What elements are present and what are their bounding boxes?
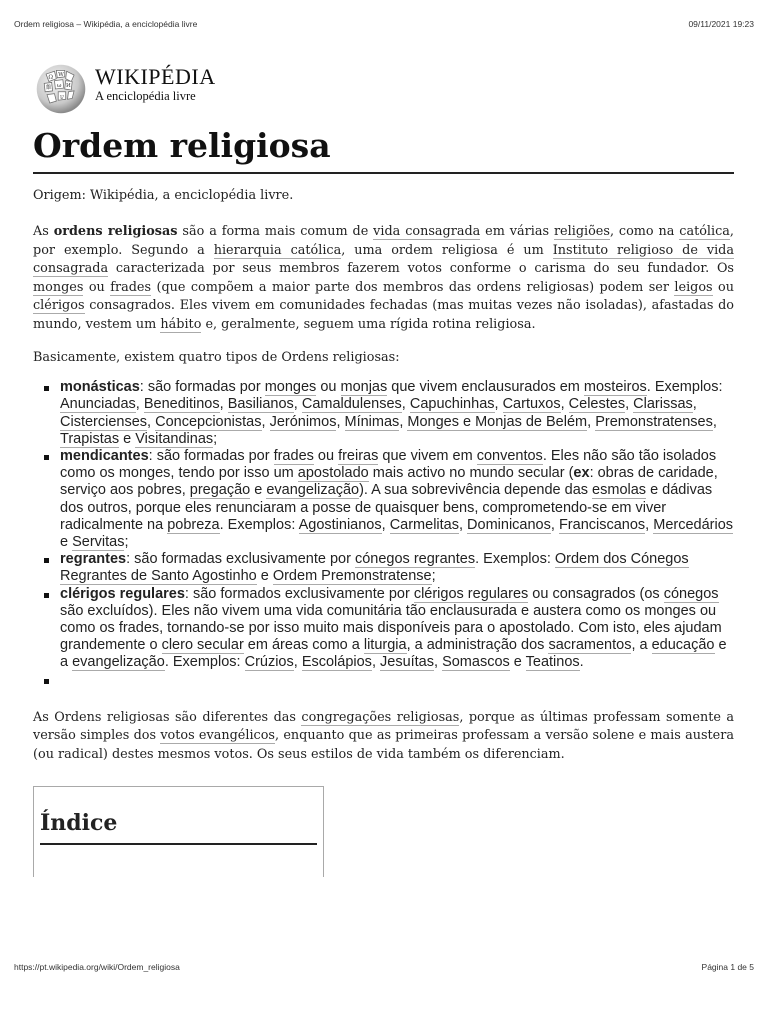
link-liturgia[interactable]: liturgia <box>363 637 407 654</box>
print-header-title: Ordem religiosa – Wikipédia, a enciclopédia livre <box>14 19 198 29</box>
wikipedia-logo[interactable] <box>33 58 734 118</box>
link-franciscanos[interactable]: Franciscanos <box>558 516 646 533</box>
link-frades[interactable]: frades <box>273 447 314 464</box>
link-celestes[interactable]: Celestes <box>568 396 626 413</box>
list-item: mendicantes: são formadas por frades ou freiras que vivem em conventos. Eles não são tão isolados como os monges, tendo por isso um apostolado mais activo no mundo secular (ex: obras de caridade, serviço aos pobres, pregação e evangelização). A sua sobrevivência depende das esmolas e dádivas dos outros, porque eles renunciaram a posse de quaisquer bens, comprometendo-se em viver radicalmente na pobreza. Exemplos: Agostinianos, Carmelitas, Dominicanos, Franciscanos, Mercedários e Servitas; <box>33 448 734 551</box>
link-basilianos[interactable]: Basilianos <box>227 396 294 413</box>
link-conegos[interactable]: cónegos <box>663 585 719 602</box>
list-item-empty <box>33 672 734 689</box>
svg-text:ω: ω <box>56 83 62 90</box>
link-freiras[interactable]: freiras <box>338 447 379 464</box>
link-premonstratenses[interactable]: Premonstratenses <box>595 413 713 430</box>
link-educacao[interactable]: educação <box>651 637 715 654</box>
print-header-datetime: 09/11/2021 19:23 <box>688 19 754 29</box>
link-monges-de-belem[interactable]: Monges e Monjas de Belém <box>407 413 588 430</box>
link-instituto-religioso[interactable]: Instituto religioso de vida consagrada <box>33 242 734 277</box>
link-beneditinos[interactable]: Beneditinos <box>143 396 220 413</box>
svg-text:И: И <box>66 83 71 90</box>
link-pregacao[interactable]: pregação <box>189 482 251 499</box>
link-jeronimos[interactable]: Jerónimos <box>269 413 337 430</box>
svg-text:ש: ש <box>59 94 64 101</box>
term-regrantes: regrantes <box>60 551 127 568</box>
link-pobreza[interactable]: pobreza <box>167 516 220 533</box>
bullet-icon <box>44 558 49 563</box>
bullet-icon <box>44 455 49 460</box>
link-trapistas[interactable]: Trapistas <box>60 430 120 447</box>
term-mendicantes: mendicantes <box>60 447 149 464</box>
bullet-icon <box>44 593 49 598</box>
link-escolapios[interactable]: Escolápios <box>301 654 372 671</box>
link-mercedarios[interactable]: Mercedários <box>653 516 734 533</box>
origin-note: Origem: Wikipédia, a enciclopédia livre. <box>33 188 294 203</box>
bullet-icon <box>44 386 49 391</box>
link-ordem-conegos-santo-agostinho[interactable]: Ordem dos Cónegos Regrantes de Santo Agostinho <box>60 551 689 585</box>
link-camaldulenses[interactable]: Camaldulenses <box>301 396 402 413</box>
link-votos-evangelicos[interactable]: votos evangélicos <box>160 728 275 744</box>
intro-paragraph: As ordens religiosas são a forma mais comum de vida consagrada em várias religiões, como na católica, por exemplo. Segundo a hierarquia católica, uma ordem religiosa é um Instituto religioso de vida consagrada caracterizada por seus membros fazerem votos conforme o carisma do seu fundador. Os monges ou frades (que compõem a maior parte dos membros das ordens religiosas) podem ser leigos ou clérigos consagrados. Eles vivem em comunidades fechadas (mas muitas vezes não isoladas), afastadas do mundo, vestem um hábito e, geralmente, seguem uma rígida rotina religiosa. <box>33 224 735 332</box>
link-teatinos[interactable]: Teatinos <box>525 654 580 671</box>
toc-title: Índice <box>40 809 317 845</box>
bullet-icon <box>44 679 49 684</box>
link-minimas[interactable]: Mínimas <box>344 413 400 430</box>
link-monjas[interactable]: monjas <box>340 379 388 396</box>
svg-text:Ω: Ω <box>48 74 54 81</box>
link-cartuxos[interactable]: Cartuxos <box>502 396 561 413</box>
link-leigos[interactable]: leigos <box>674 279 713 295</box>
link-catolica[interactable]: católica <box>679 224 730 239</box>
closing-paragraph: As Ordens religiosas são diferentes das congregações religiosas, porque as últimas professam somente a versão simples dos votos evangélicos, enquanto que as primeiras professam a versão solene e mais austera (ou radical) destes mesmos votos. Os seus estilos de vida também os diferenciam. <box>33 709 734 762</box>
link-evangelizacao[interactable]: evangelização <box>72 654 165 671</box>
link-clerigos[interactable]: clérigos <box>33 298 85 314</box>
link-ordem-premonstratense[interactable]: Ordem Premonstratense <box>272 568 432 585</box>
print-footer <box>14 962 754 972</box>
wikipedia-wordmark: WIKIPÉDIA <box>95 64 216 89</box>
term-monasticas: monásticas <box>60 379 140 396</box>
link-monges[interactable]: monges <box>264 379 317 396</box>
link-capuchinhas[interactable]: Capuchinhas <box>409 396 495 413</box>
table-of-contents <box>33 786 324 877</box>
article <box>33 58 734 877</box>
wikipedia-tagline: A enciclopédia livre <box>95 89 196 103</box>
link-esmolas[interactable]: esmolas <box>592 482 647 499</box>
link-hierarquia-catolica[interactable]: hierarquia católica <box>213 242 342 258</box>
link-somascos[interactable]: Somascos <box>442 654 510 671</box>
link-vida-consagrada[interactable]: vida consagrada <box>373 224 481 239</box>
list-item: clérigos regulares: são formados exclusivamente por clérigos regulares ou consagrados (os cónegos são excluídos). Eles não vivem uma vida comunitária tão enclausurada e austera como os monges ou como os frades, tornando-se por isso muito mais disponíveis para o apostolado. Com isto, eles ajudam grandemente o clero secular em áreas como a liturgia, a administração dos sacramentos, a educação e a evangelização. Exemplos: Crúzios, Escolápios, Jesuítas, Somascos e Teatinos. <box>33 586 734 672</box>
link-cruzios[interactable]: Crúzios <box>244 654 294 671</box>
svg-text:W: W <box>58 71 64 78</box>
types-intro: Basicamente, existem quatro tipos de Ordens religiosas: <box>33 349 400 365</box>
link-evangelizacao[interactable]: evangelização <box>266 482 360 499</box>
link-clerigos-regulares[interactable]: clérigos regulares <box>413 585 529 602</box>
link-agostinianos[interactable]: Agostinianos <box>298 516 382 533</box>
svg-text:維: 維 <box>46 85 52 91</box>
print-footer-url: https://pt.wikipedia.org/wiki/Ordem_religiosa <box>14 962 180 972</box>
types-list <box>33 379 734 688</box>
link-apostolado[interactable]: apostolado <box>297 465 369 482</box>
link-concepcionistas[interactable]: Concepcionistas <box>155 413 262 430</box>
link-visitandinas[interactable]: Visitandinas <box>135 430 214 447</box>
link-cistercienses[interactable]: Cistercienses <box>60 413 148 430</box>
link-monges[interactable]: monges <box>33 279 84 295</box>
list-item: monásticas: são formadas por monges ou monjas que vivem enclausurados em mosteiros. Exemplos: Anunciadas, Beneditinos, Basilianos, Camaldulenses, Capuchinhas, Cartuxos, Celestes, Clarissas, Cistercienses, Concepcionistas, Jerónimos, Mínimas, Monges e Monjas de Belém, Premonstratenses, Trapistas e Visitandinas; <box>33 379 734 448</box>
link-congregacoes-religiosas[interactable]: congregações religiosas <box>301 709 460 725</box>
link-religioes[interactable]: religiões <box>553 224 610 239</box>
link-conegos-regrantes[interactable]: cónegos regrantes <box>354 551 476 568</box>
print-header <box>14 19 754 29</box>
link-sacramentos[interactable]: sacramentos <box>548 637 632 654</box>
link-frades[interactable]: frades <box>110 279 152 295</box>
link-mosteiros[interactable]: mosteiros <box>583 379 647 396</box>
print-footer-page: Página 1 de 5 <box>701 962 754 972</box>
term-ordens-religiosas: ordens religiosas <box>53 224 178 239</box>
link-clarissas[interactable]: Clarissas <box>633 396 693 413</box>
list-item: regrantes: são formadas exclusivamente por cónegos regrantes. Exemplos: Ordem dos Cónegos Regrantes de Santo Agostinho e Ordem Premonstratense; <box>33 551 734 585</box>
link-carmelitas[interactable]: Carmelitas <box>389 516 459 533</box>
link-habito[interactable]: hábito <box>160 316 202 332</box>
link-conventos[interactable]: conventos <box>476 447 543 464</box>
page-title: Ordem religiosa <box>33 126 734 174</box>
link-clero-secular[interactable]: clero secular <box>161 637 244 654</box>
link-anunciadas[interactable]: Anunciadas <box>60 396 136 413</box>
link-dominicanos[interactable]: Dominicanos <box>467 516 551 533</box>
link-servitas[interactable]: Servitas <box>72 533 125 550</box>
link-jesuitas[interactable]: Jesuítas <box>380 654 434 671</box>
wikipedia-globe-icon <box>33 61 89 117</box>
term-clerigos-regulares: clérigos regulares <box>60 585 185 602</box>
